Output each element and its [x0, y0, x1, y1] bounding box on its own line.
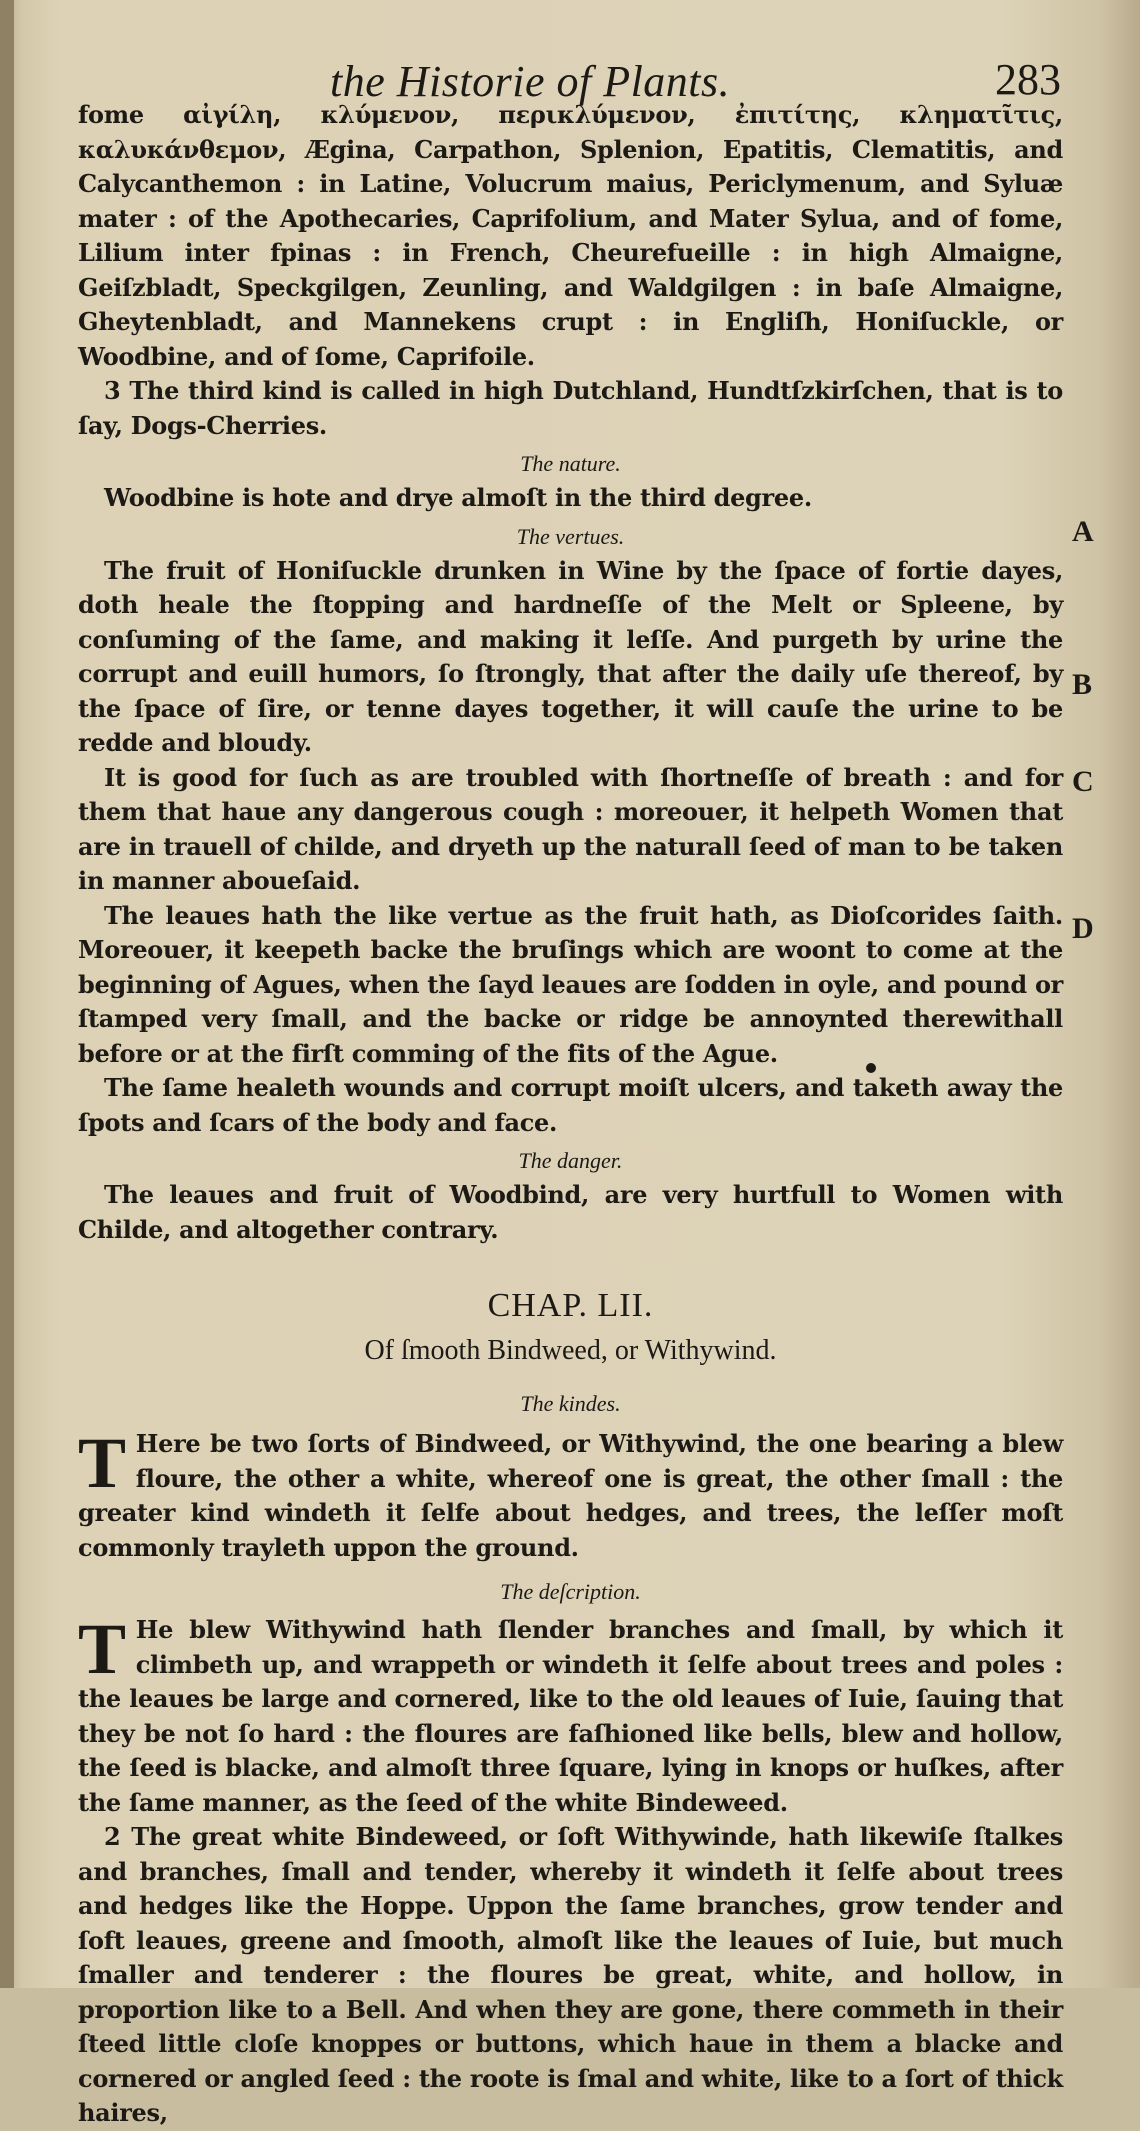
paragraph-description: [78, 1609, 1063, 1820]
page-number: 283: [995, 55, 1061, 104]
heading-danger: The danger.: [518, 1148, 623, 1173]
paragraph-vertue-b: It is good for ſuch as are troubled with ſhortneſſe of breath : and for them that haue any dangerous cough : moreouer, it helpeth Women that are in trauell of childe, and dryeth up the naturall ſeed of man to be taken in manner aboueſaid.: [78, 762, 1063, 895]
book-spine-shadow: [0, 0, 14, 1988]
heading-kindes: The kindes.: [520, 1391, 621, 1416]
running-title: the Historie of Plants.: [330, 57, 731, 106]
paragraph-white-bindweed: 2 The great white Bindeweed, or ſoft Withywinde, hath likewiſe ſtalkes and branches, ſmall and tender, whereby it windeth it ſelfe about trees and hedges like the Hoppe. Uppon the ſame branches, grow tender and ſoft leaues, greene and ſmooth, almoſt like the leaues of Iuie, but much ſmaller and tenderer : the floures be great, white, and hollow, in proportion like to a Bell. And when they are gone, there commeth in their ſteed little cloſe knoppes or buttons, which haue in them a blacke and cornered or angled ſeed : the roote is ſmal and white, like to a ſort of thick haires,: [78, 1822, 1063, 2127]
paragraph-names: fome αἰγίλη, κλύμενον, περικλύμενον, ἐπιτίτης, κληματῖτις, καλυκάνθεμον, Ægina, Carpathon, Splenion, Epatitis, Clematitis, and Calycanthemon : in Latine, Volucrum maius, Periclymenum, and Syluæ mater : of the Apothecaries, Caprifolium, and Mater Sylua, and of fome, Lilium inter fpinas : in French, Cheurefueille : in high Almaigne, Geiſzbladt, Speckgilgen, Zeunling, and Waldgilgen : in baſe Almaigne, Gheytenbladt, and Mannekens crupt : in Engliſh, Honiſuckle, or Woodbine, and of ſome, Caprifoile.: [78, 100, 1063, 371]
drop-capital-description: T: [78, 1609, 126, 1689]
margin-letter-b: B: [1072, 668, 1093, 701]
heading-nature: The nature.: [520, 451, 621, 476]
paragraph-danger: The leaues and fruit of Woodbind, are very hurtfull to Women with Childe, and altogether contrary.: [78, 1180, 1063, 1244]
ink-blot: [866, 1063, 876, 1073]
margin-letter-c: C: [1072, 765, 1094, 798]
paragraph-vertue-a: The fruit of Honiſuckle drunken in Wine by the ſpace of fortie dayes, doth heale the ſtopping and hardneſſe of the Melt or Spleene, by conſuming of the ſame, and making it leſſe. And purgeth by urine the corrupt and euill humors, ſo ſtrongly, that after the daily uſe thereof, by the ſpace of ſire, or tenne dayes together, it will cauſe the urine to be redde and bloudy.: [78, 555, 1063, 757]
text-block: [78, 98, 1063, 2131]
margin-letter-a: A: [1072, 515, 1094, 548]
paragraph-nature: Woodbine is hote and drye almoſt in the third degree.: [104, 483, 812, 512]
chapter-heading: CHAP. LII.: [487, 1287, 654, 1324]
heading-vertues: The vertues.: [516, 523, 625, 549]
paragraph-vertue-d: The ſame healeth wounds and corrupt moiſt ulcers, and taketh away the ſpots and ſcars of the body and face.: [78, 1073, 1063, 1137]
margin-letter-d: D: [1072, 912, 1094, 945]
paragraph-description-text: He blew Withywind hath ſlender branches and ſmall, by which it climbeth up, and wrappeth or windeth it ſelfe about trees and poles : the leaues be large and cornered, like to the old leaues of Iuie, ſauing that they be not ſo hard : the floures are faſhioned like bells, blew and hollow, the ſeed is blacke, and almoſt three ſquare, lying in knops or huſkes, after the ſame manner, as the ſeed of the white Bindeweed.: [78, 1615, 1063, 1817]
paragraph-vertue-c: The leaues hath the like vertue as the fruit hath, as Dioſcorides ſaith. Moreouer, it keepeth backe the bruſings which are woont to come at the beginning of Agues, when the ſayd leaues are ſodden in oyle, and pound or ſtamped very ſmall, and the backe or ridge be annoynted therewithall before or at the firſt comming of the fits of the Ague.: [78, 900, 1063, 1068]
paragraph-kindes-text: Here be two ſorts of Bindweed, or Withywind, the one bearing a blew floure, the other a white, whereof one is great, the other ſmall : the greater kind windeth it ſelfe about hedges, and trees, the leſſer moſt commonly trayleth uppon the ground.: [78, 1429, 1063, 1562]
drop-capital-kindes: T: [78, 1423, 126, 1503]
paragraph-kindes: [78, 1423, 1063, 1565]
heading-description: The deſcription.: [500, 1579, 641, 1604]
paragraph-third-kind: 3 The third kind is called in high Dutchland, Hundtſzkirſchen, that is to ſay, Dogs-Cherries.: [78, 376, 1063, 440]
chapter-title: Of ſmooth Bindweed, or Withywind.: [364, 1335, 777, 1366]
